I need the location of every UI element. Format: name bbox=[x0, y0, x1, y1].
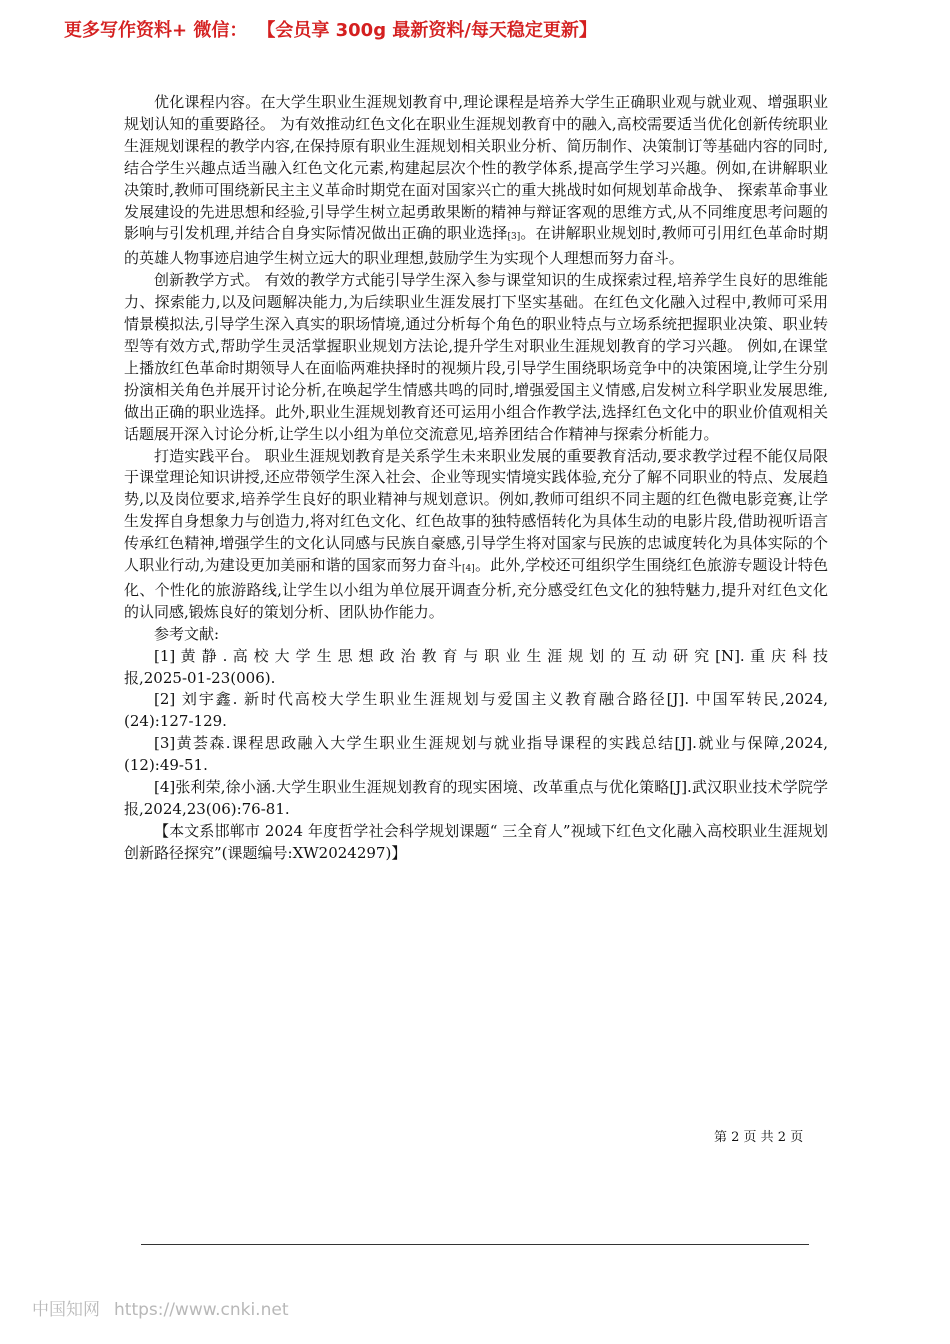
paragraph-teaching-method bbox=[124, 270, 828, 445]
paragraph-tail: 。在讲解职业规划时,教师可引用红色革命时期的英雄人物事迹启迪学生树立远大的职业理想,鼓励学生为实现个人理想而努力奋斗。 bbox=[124, 224, 828, 268]
paragraph-course-content bbox=[124, 92, 828, 270]
references-heading: 参考文献: bbox=[154, 624, 220, 643]
reference-item: [2] 刘宇鑫. 新时代高校大学生职业生涯规划与爱国主义教育融合路径[J]. 中国军转民,2024,(24):127-129. bbox=[124, 690, 828, 731]
watermark-url: https://www.cnki.net bbox=[114, 1300, 289, 1320]
footer-divider bbox=[141, 1244, 809, 1245]
reference-item: [3]黄荟森.课程思政融入大学生职业生涯规划与就业指导课程的实践总结[J].就业与保障,2024,(12):49-51. bbox=[124, 734, 828, 775]
article-body bbox=[124, 92, 828, 865]
cnki-watermark bbox=[32, 1295, 288, 1320]
paragraph-text: 职业生涯规划教育是关系学生未来职业发展的重要教育活动,要求教学过程不能仅局限于课堂理论知识讲授,还应带领学生深入社会、企业等现实情境实践体验,充分了解不同职业的特点、发展趋势,以及岗位要求,培养学生良好的职业精神与规划意识。例如,教师可组织不同主题的红色微电影竞赛,让学生发挥自身想象力与创造力,将对红色文化、红色故事的独特感悟转化为具体生动的电影片段,借助视听语言传承红色精神,增强学生的文化认同感与民族自豪感,引导学生将对国家与民族的忠诚度转化为具体实际的个人职业行动,为建设更加美丽和谐的国家而努力奋斗 bbox=[124, 446, 828, 575]
page-number: 第 2 页 共 2 页 bbox=[714, 1130, 804, 1145]
watermark-brand: 中国知网 bbox=[32, 1300, 100, 1320]
paragraph-practice-platform bbox=[124, 446, 828, 624]
reference-item: [4]张利荣,徐小涵.大学生职业生涯规划教育的现实困境、改革重点与优化策略[J].武汉职业技术学院学报,2024,23(06):76-81. bbox=[124, 778, 828, 818]
paragraph-lead: 优化课程内容。 bbox=[154, 93, 261, 111]
paragraph-text: 有效的教学方式能引导学生深入参与课堂知识的生成探索过程,培养学生良好的思维能力、探索能力,以及问题解决能力,为后续职业生涯发展打下坚实基础。在红色文化融入过程中,教师可采用情景模拟法,引导学生深入真实的职场情境,通过分析每个角色的职业特点与立场系统把握职业决策、职业转型等有效方式,帮助学生灵活掌握职业规划方法论,提升学生对职业生涯规划教育的学习兴趣。 例如,在课堂上播放红色革命时期领导人在面临两难抉择时的视频片段,引导学生围绕职场竞争中的决策困境,让学生分别扮演相关角色并展开讨论分析,在唤起学生情感共鸣的同时,增强爱国主义情感,启发树立科学职业发展思维,做出正确的职业选择。此外,职业生涯规划教育还可运用小组合作教学法,选择红色文化中的职业价值观相关话题展开深入讨论分析,让学生以小组为单位交流意见,培养团结合作精神与探索分析能力。 bbox=[124, 271, 828, 443]
promo-highlight: 【会员享 300g 最新资料/每天稳定更新】 bbox=[257, 20, 597, 41]
paragraph-tail: 。此外,学校还可组织学生围绕红色旅游专题设计特色化、个性化的旅游路线,让学生以小组为单位展开调查分析,充分感受红色文化的独特魅力,提升对红色文化的认同感,锻炼良好的策划分析、团队协作能力。 bbox=[124, 556, 828, 621]
funding-note: 【本文系邯郸市 2024 年度哲学社会科学规划课题“ 三全育人”视域下红色文化融入高校职业生涯规划创新路径探究”(课题编号:XW2024297)】 bbox=[124, 821, 828, 862]
paragraph-text: 在大学生职业生涯规划教育中,理论课程是培养大学生正确职业观与就业观、增强职业规划认知的重要路径。 为有效推动红色文化在职业生涯规划教育中的融入,高校需要适当优化创新传统职业生涯规划课程的教学内容,在保持原有职业生涯规划相关职业分析、简历制作、决策制订等基础内容的同时,结合学生兴趣点适当融入红色文化元素,构建起层次个性的教学体系,提高学生学习兴趣。例如,在讲解职业决策时,教师可围绕新民主主义革命时期党在面对国家兴亡的重大挑战时如何规划革命战争、 探索革命事业发展建设的先进思想和经验,引导学生树立起勇敢果断的精神与辩证客观的思维方式,从不同维度思考问题的影响与引发机理,并结合自身实际情况做出正确的职业选择 bbox=[124, 93, 828, 243]
promo-prefix: 更多写作资料+ 微信： bbox=[64, 20, 248, 41]
paragraph-lead: 打造实践平台。 bbox=[154, 446, 260, 465]
promo-banner bbox=[64, 16, 597, 42]
paragraph-lead: 创新教学方式。 bbox=[154, 271, 260, 290]
citation-marker: [4] bbox=[462, 564, 475, 575]
citation-marker: [3] bbox=[507, 232, 521, 243]
reference-item: [1] 黄 静 . 高 校 大 学 生 思 想 政 治 教 育 与 职 业 生 涯 规 划 的 互 动 研 究 [N]. 重 庆 科 技报,2025-01-23(006). bbox=[124, 646, 828, 687]
